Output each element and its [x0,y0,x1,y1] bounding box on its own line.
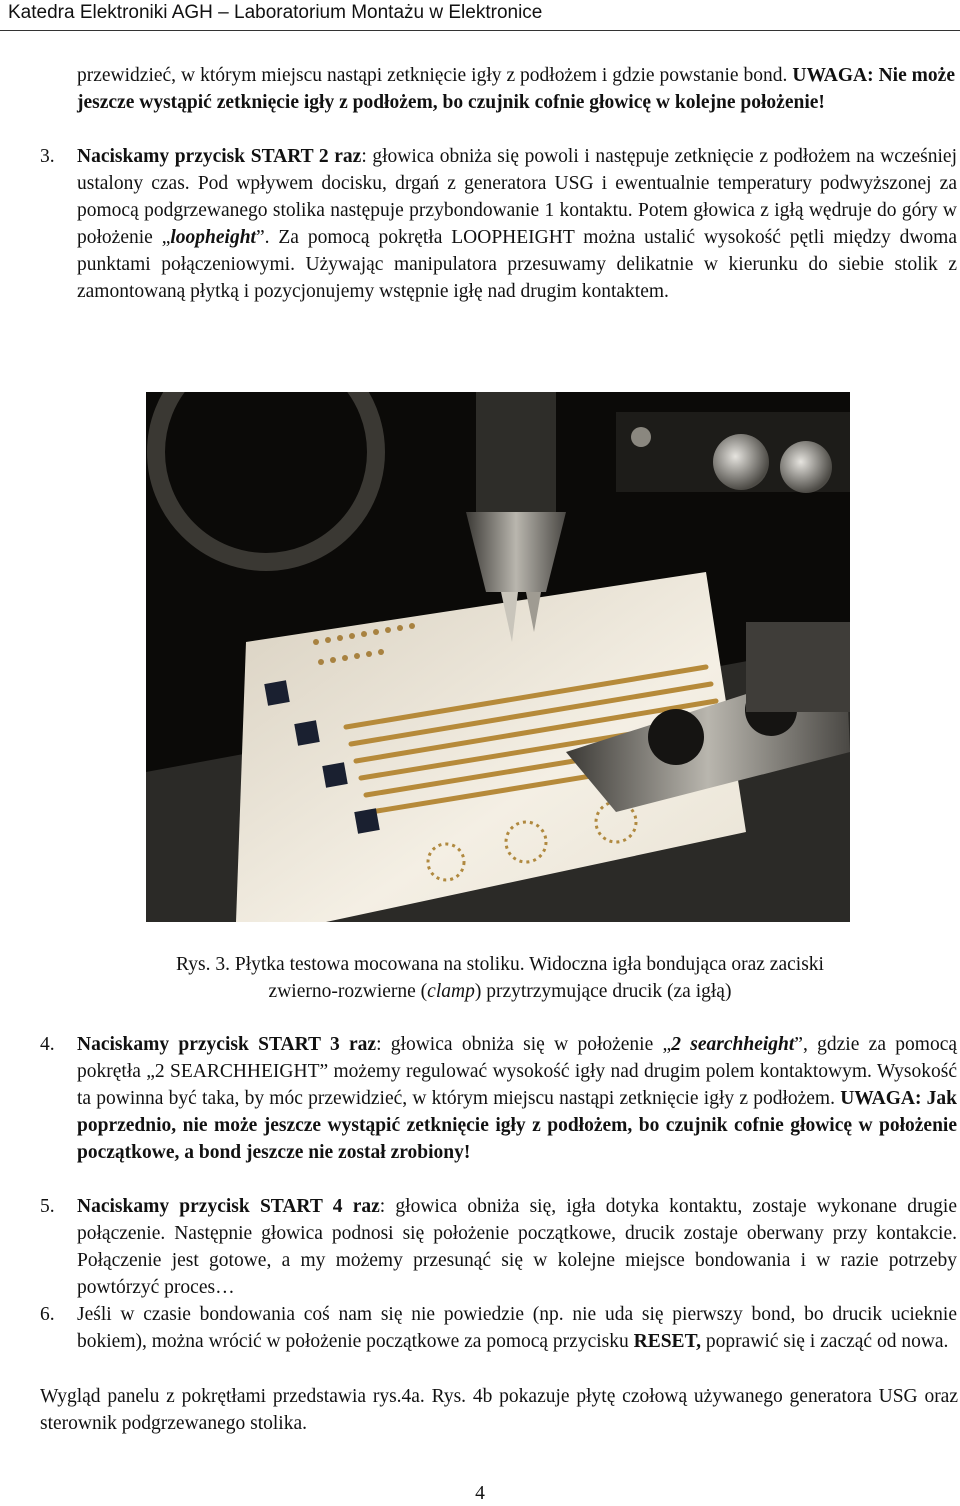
wire-bonder-photo [146,392,850,922]
item4-text1: : głowica obniża się w położenie „ [376,1034,672,1055]
item3-bold: Naciskamy przycisk START 2 raz [77,146,362,167]
item4-number: 4. [40,1034,55,1055]
item6-bold: RESET, [633,1331,701,1352]
item5-text: : głowica obniża się, igła dotyka kontaktu, zostaje wykonane drugie połączenie. Następnie głowica podnosi się położenie początkowe, drucik zostaje oberwany przy kontakcie. Połączenie jest gotowe, a my możemy przesunąć się w kolejne miejsce bondowania i w razie potrzeby powtórzyć proces… [77,1196,958,1298]
item3-number: 3. [40,146,55,167]
item6-number: 6. [40,1304,55,1325]
caption-italic: clamp [427,981,475,1002]
item3-text1: : głowica obniża się powoli i następuje zetknięcie z podłożem na wcześniej ustalony czas. Pod wpływem docisku, drgań z generatora USG i ewentualnie temperatury podwyższonej za pomocą podgrzewanego stolika następuje przybondowanie 1 kontaktu. Potem głowica z igłą wędruje do góry w położenie „ [77,146,958,248]
wire-bonder-photo-drawing [146,392,850,922]
item4-text2: ”, gdzie za pomocą pokrętła „2 SEARCHHEIGHT” możemy regulować wysokość igły nad drugim polem kontaktowym. Wysokość ta powinna być taka, by móc przewidzieć, w którym miejscu nastąpi zetknięcie igły z podłożem. [77,1034,958,1109]
intro-paragraph [77,62,955,116]
caption-part-b: ) przytrzymujące drucik (za igłą) [474,981,732,1002]
intro-line: przewidzieć, w którym miejscu nastąpi zetknięcie igły z podłożem i gdzie powstanie bond. [77,65,788,86]
figure-caption [170,951,830,1005]
item6-text1: Jeśli w czasie bondowania coś nam się nie powiedzie (np. nie uda się pierwszy bond, bo drucik ucieknie bokiem), można wrócić w położenie początkowe za pomocą przycisku [77,1304,957,1352]
item3-paragraph [77,143,957,305]
running-header: Katedra Elektroniki AGH – Laboratorium Montażu w Elektronice [8,2,543,23]
item6-paragraph [77,1301,957,1355]
item4-italic: 2 searchheight [671,1034,795,1055]
item5-bold: Naciskamy przycisk START 4 raz [77,1196,380,1217]
header-rule [0,30,960,31]
intro-warning: UWAGA: Nie może jeszcze wystąpić zetknięcie igły z podłożem, bo czujnik cofnie głowicę w kolejne położenie! [77,65,955,113]
item4-paragraph [77,1031,957,1166]
item3-text2: ”. Za pomocą pokrętła LOOPHEIGHT można ustalić wysokość pętli między dwoma punktami połączeniowymi. Używając manipulatora przesuwamy delikatnie w kierunku do siebie stolik z zamontowaną płytką i pozycjonujemy wstępnie igłę nad drugim kontaktem. [77,227,957,302]
item3-italic: loopheight [170,227,256,248]
item6-text2: poprawić się i zacząć od nowa. [701,1331,949,1352]
item5-number: 5. [40,1196,55,1217]
page-number: 4 [475,1483,485,1504]
item4-warning: UWAGA: Jak poprzednio, nie może jeszcze wystąpić zetknięcie igły z podłożem, bo czujnik cofnie głowicę w położenie początkowe, a bond jeszcze nie został zrobiony! [77,1088,957,1163]
closing-paragraph: Wygląd panelu z pokrętłami przedstawia rys.4a. Rys. 4b pokazuje płytę czołową używanego generatora USG oraz sterownik podgrzewanego stolika. [40,1386,958,1434]
caption-part-a: Rys. 3. Płytka testowa mocowana na stoliku. Widoczna igła bondująca oraz zaciski zwierno-rozwierne ( [176,954,824,1002]
item5-paragraph [77,1193,957,1301]
item4-bold: Naciskamy przycisk START 3 raz [77,1034,377,1055]
